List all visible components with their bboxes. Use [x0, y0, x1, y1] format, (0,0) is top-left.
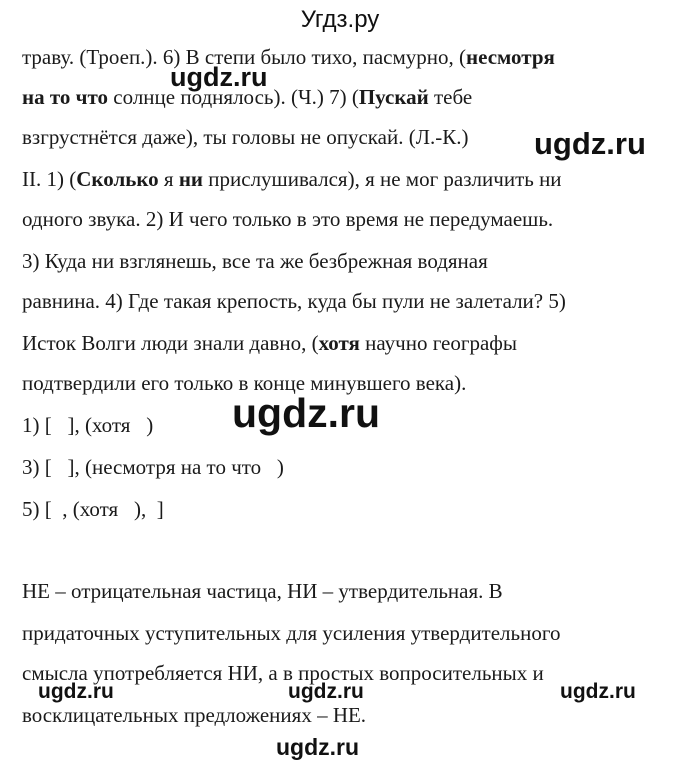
note-line-4: восклицательных предложениях – НЕ.	[22, 703, 367, 727]
text-line-1	[22, 44, 555, 70]
watermark: ugdz.ru	[170, 62, 268, 92]
scheme-1: 1) [ ], (хотя )	[22, 413, 154, 437]
scheme-5: 5) [ , (хотя ), ]	[22, 497, 164, 521]
watermark: ugdz.ru	[288, 680, 364, 703]
watermark: ugdz.ru	[560, 680, 636, 703]
watermark: ugdz.ru	[38, 680, 114, 703]
bold-word: несмотря	[466, 45, 555, 69]
scheme-3: 3) [ ], (несмотря на то что )	[22, 455, 284, 479]
text-span: II. 1) (	[22, 167, 77, 191]
watermark: ugdz.ru	[534, 126, 646, 161]
text-line-8	[22, 330, 517, 356]
note-line-1: НЕ – отрицательная частица, НИ – утвердительная. В	[22, 579, 503, 603]
text-line-6: 3) Куда ни взглянешь, все та же безбрежная водяная	[22, 249, 488, 273]
watermark: ugdz.ru	[276, 734, 360, 760]
text-span: солнце поднялось). (Ч.) 7) (	[108, 85, 359, 109]
note-line-3: смысла употребляется НИ, а в простых вопросительных и	[22, 661, 544, 685]
text-line-9: подтвердили его только в конце минувшего века).	[22, 371, 467, 395]
text-span: я	[158, 167, 179, 191]
text-line-7: равнина. 4) Где такая крепость, куда бы пули не залетали? 5)	[22, 289, 566, 313]
text-line-3	[22, 124, 468, 150]
text-line-5: одного звука. 2) И чего только в это время не передумаешь.	[22, 207, 554, 231]
bold-word: Сколько	[76, 167, 159, 191]
text-span: траву. (Троеп.). 6) В степи было тихо, пасмурно, (	[22, 45, 467, 69]
text-span: взгрустнётся даже), ты головы не опускай. (Л.-К.)	[22, 125, 469, 149]
bold-word: ни	[178, 167, 204, 191]
note-line-2: придаточных уступительных для усиления утвердительного	[22, 621, 561, 645]
bold-word: Пускай	[358, 85, 429, 109]
text-span: прислушивался), я не мог различить ни	[203, 167, 562, 191]
bold-word: хотя	[318, 331, 360, 355]
watermark: ugdz.ru	[232, 390, 381, 436]
text-line-4	[22, 166, 562, 192]
site-header: Угдз.ру	[300, 6, 380, 33]
bold-word: на то что	[22, 85, 109, 109]
text-span: тебе	[428, 85, 473, 109]
text-span: научно географы	[359, 331, 518, 355]
text-span: Исток Волги люди знали давно, (	[22, 331, 319, 355]
